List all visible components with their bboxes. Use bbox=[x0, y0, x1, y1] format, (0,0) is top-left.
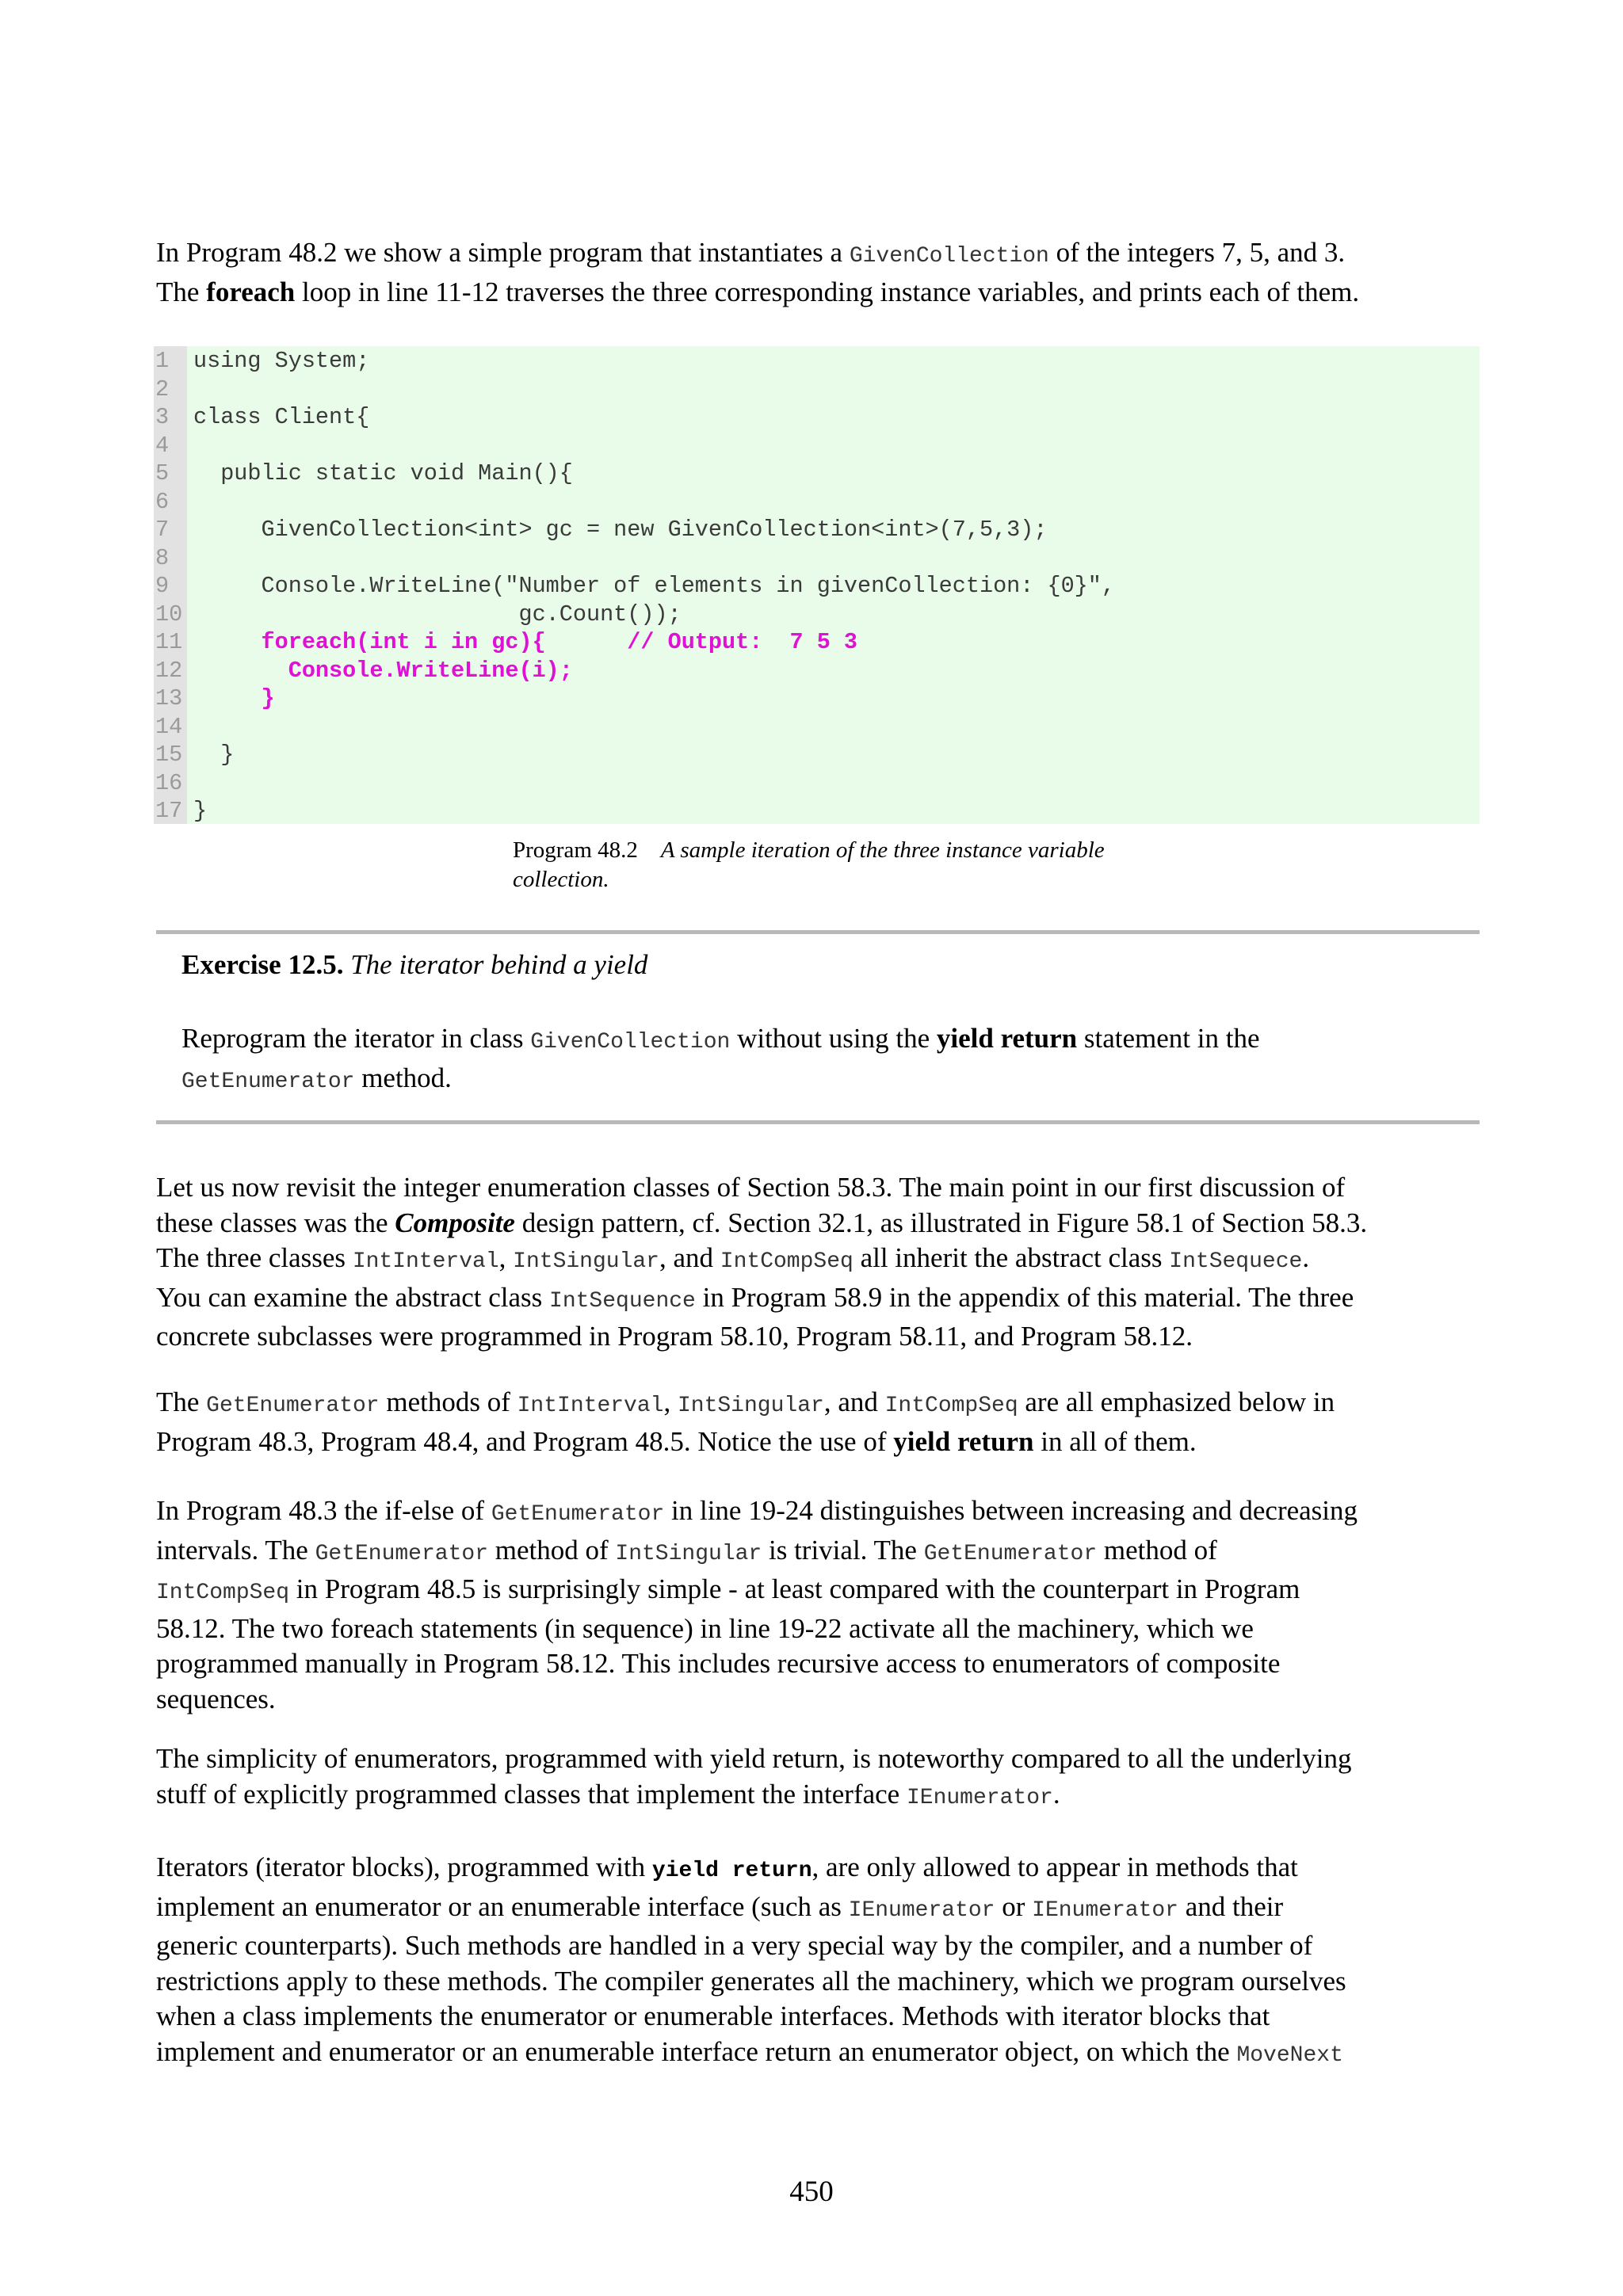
code-text: } bbox=[193, 798, 208, 824]
code-text: } bbox=[193, 742, 235, 768]
inline-code: IEnumerator bbox=[1032, 1897, 1178, 1923]
line-number: 5 bbox=[155, 460, 170, 486]
text-span: methods of bbox=[379, 1386, 517, 1417]
text-line bbox=[156, 2035, 1487, 2074]
code-text: GivenCollection<int> gc = new GivenCollection<int>(7,5,3); bbox=[193, 517, 1048, 543]
text-span: , and bbox=[659, 1242, 720, 1273]
intro-text: The bbox=[156, 276, 207, 307]
inline-code: IntCompSeq bbox=[720, 1249, 854, 1274]
code-line bbox=[154, 572, 1477, 601]
line-number: 17 bbox=[155, 798, 183, 824]
inline-code: IntCompSeq bbox=[156, 1581, 290, 1605]
code-text: Console.WriteLine("Number of elements in givenCollection: {0}", bbox=[193, 573, 1115, 599]
intro-text: loop in line 11-12 traverses the three corresponding instance variables, and prints each of them. bbox=[295, 276, 1360, 307]
line-number: 6 bbox=[155, 488, 170, 515]
code-line bbox=[154, 347, 1477, 376]
line-number: 1 bbox=[155, 348, 170, 374]
page-number: 450 bbox=[789, 2176, 834, 2208]
exercise-heading bbox=[181, 948, 1465, 983]
inline-code: GetEnumerator bbox=[206, 1394, 380, 1418]
inline-code: IntInterval bbox=[352, 1249, 499, 1274]
exercise-number: Exercise 12.5. bbox=[181, 949, 344, 980]
text-line bbox=[156, 1572, 1487, 1611]
code-line bbox=[154, 685, 1477, 713]
inline-code: IEnumerator bbox=[848, 1897, 995, 1923]
exercise-title: The iterator behind a yield bbox=[343, 949, 648, 980]
inline-code: IntCompSeq bbox=[884, 1394, 1018, 1418]
text-line: sequences. bbox=[156, 1683, 276, 1714]
inline-code: IntSequece bbox=[1169, 1249, 1303, 1274]
text-line bbox=[156, 1206, 1487, 1241]
inline-code: GetEnumerator bbox=[181, 1069, 355, 1094]
code-text: gc.Count()); bbox=[193, 601, 682, 627]
inline-code: MoveNext bbox=[1236, 2042, 1343, 2068]
exercise-line-2 bbox=[181, 1061, 1465, 1100]
inline-code: GetEnumerator bbox=[923, 1541, 1098, 1566]
text-span: is trivial. The bbox=[762, 1534, 924, 1566]
text-span: design pattern, cf. Section 32.1, as illustrated in Figure 58.1 of Section 58.3. bbox=[514, 1207, 1368, 1238]
highlighted-code: } bbox=[193, 685, 275, 711]
exercise-text: Reprogram the iterator in class bbox=[181, 1023, 531, 1054]
text-line bbox=[156, 1533, 1487, 1573]
inline-code: GetEnumerator bbox=[491, 1502, 665, 1527]
line-number: 9 bbox=[155, 573, 170, 599]
inline-code: IntSingular bbox=[513, 1249, 659, 1274]
program-caption bbox=[513, 836, 1226, 894]
line-number: 7 bbox=[155, 517, 170, 543]
bold-keyword: yield return bbox=[893, 1425, 1034, 1457]
exercise-text: statement in the bbox=[1077, 1023, 1260, 1054]
code-line bbox=[154, 713, 1477, 742]
line-number: 2 bbox=[155, 376, 170, 402]
code-line bbox=[154, 460, 1477, 488]
text-line: 58.12. The two foreach statements (in sequence) in line 19-22 activate all the machinery, which we bbox=[156, 1612, 1254, 1644]
text-span: method of bbox=[488, 1534, 616, 1566]
text-span: In Program 48.3 the if-else of bbox=[156, 1495, 491, 1526]
text-line bbox=[156, 1241, 1487, 1280]
caption-label: Program 48.2 bbox=[513, 837, 638, 863]
line-number: 11 bbox=[155, 629, 183, 655]
exercise-text: method. bbox=[354, 1062, 452, 1093]
code-text: class Client{ bbox=[193, 404, 370, 430]
text-span: and their bbox=[1178, 1890, 1284, 1922]
text-line: when a class implements the enumerator or enumerable interfaces. Methods with iterator blocks that bbox=[156, 2000, 1270, 2031]
text-span: method of bbox=[1097, 1534, 1217, 1566]
intro-text: of the integers 7, 5, and 3. bbox=[1048, 237, 1346, 268]
bold-italic-term: Composite bbox=[395, 1207, 515, 1238]
text-line bbox=[156, 1777, 1487, 1817]
inline-code: IntSingular bbox=[677, 1394, 824, 1418]
text-span: , are only allowed to appear in methods that bbox=[812, 1852, 1298, 1882]
text-span: in Program 48.5 is surprisingly simple - at least compared with the counterpart in Program bbox=[289, 1573, 1300, 1604]
text-line: restrictions apply to these methods. The compiler generates all the machinery, which we program ourselves bbox=[156, 1965, 1346, 1997]
inline-code: GetEnumerator bbox=[315, 1541, 488, 1566]
intro-paragraph bbox=[156, 235, 1487, 310]
code-line bbox=[154, 741, 1477, 769]
text-span: or bbox=[995, 1890, 1033, 1922]
line-number: 13 bbox=[155, 685, 183, 711]
intro-line-1 bbox=[156, 235, 1487, 275]
paragraph-composite bbox=[156, 1170, 1487, 1355]
text-span: You can examine the abstract class bbox=[156, 1281, 550, 1313]
text-span: stuff of explicitly programmed classes that implement the interface bbox=[156, 1778, 907, 1810]
text-span: . bbox=[1302, 1242, 1310, 1273]
text-span: implement and enumerator or an enumerable interface return an enumerator object, on which the bbox=[156, 2035, 1237, 2067]
code-line bbox=[154, 601, 1477, 629]
caption-text-continued: collection. bbox=[513, 867, 609, 892]
highlighted-code: foreach(int i in gc){ // Output: 7 5 3 bbox=[193, 629, 858, 655]
text-line bbox=[156, 1890, 1487, 1929]
code-line bbox=[154, 657, 1477, 685]
paragraph-ifelse bbox=[156, 1493, 1487, 1717]
caption-text: A sample iteration of the three instance variable bbox=[660, 837, 1105, 863]
text-line bbox=[156, 1280, 1487, 1320]
paragraph-getenumerator bbox=[156, 1385, 1487, 1459]
text-line: concrete subclasses were programmed in Program 58.10, Program 58.11, and Program 58.12. bbox=[156, 1321, 1193, 1352]
exercise-line-1 bbox=[181, 1021, 1465, 1061]
exercise-text: without using the bbox=[730, 1023, 937, 1054]
text-span: . bbox=[1052, 1778, 1060, 1810]
paragraph-simplicity bbox=[156, 1741, 1487, 1816]
text-span: all inherit the abstract class bbox=[853, 1242, 1170, 1273]
inline-code: IntSequence bbox=[549, 1288, 696, 1314]
text-span: in all of them. bbox=[1033, 1425, 1197, 1457]
line-number: 16 bbox=[155, 769, 183, 796]
text-line: generic counterparts). Such methods are handled in a very special way by the compiler, and a number of bbox=[156, 1930, 1313, 1961]
text-span: The bbox=[156, 1386, 207, 1417]
inline-code-bold: yield return bbox=[651, 1859, 812, 1883]
text-line: The simplicity of enumerators, programmed with yield return, is noteworthy compared to all the underlying bbox=[156, 1743, 1352, 1774]
text-line: programmed manually in Program 58.12. This includes recursive access to enumerators of composite bbox=[156, 1648, 1281, 1679]
exercise-body bbox=[181, 1021, 1465, 1100]
program-listing bbox=[154, 346, 1480, 824]
highlighted-code: Console.WriteLine(i); bbox=[193, 657, 573, 684]
code-line bbox=[154, 544, 1477, 573]
text-span: , bbox=[663, 1386, 678, 1417]
divider-bottom bbox=[156, 1120, 1480, 1124]
text-line bbox=[156, 1493, 1487, 1533]
text-span: these classes was the bbox=[156, 1207, 395, 1238]
code-line bbox=[154, 769, 1477, 798]
text-line bbox=[156, 1385, 1487, 1425]
divider-top bbox=[156, 930, 1480, 934]
inline-code: IEnumerator bbox=[906, 1785, 1053, 1810]
code-line bbox=[154, 432, 1477, 460]
text-span: , bbox=[498, 1242, 514, 1273]
text-span: , and bbox=[823, 1386, 885, 1417]
text-span: in line 19-24 distinguishes between increasing and decreasing bbox=[664, 1495, 1358, 1526]
intro-text: In Program 48.2 we show a simple program that instantiates a bbox=[156, 237, 850, 268]
text-span: intervals. The bbox=[156, 1534, 315, 1566]
line-number: 8 bbox=[155, 544, 170, 571]
text-span: in Program 58.9 in the appendix of this material. The three bbox=[695, 1281, 1354, 1313]
inline-code: IntSingular bbox=[615, 1541, 762, 1566]
bold-keyword: yield return bbox=[936, 1023, 1078, 1054]
line-number: 15 bbox=[155, 742, 183, 768]
text-span: Iterators (iterator blocks), programmed with bbox=[156, 1852, 652, 1882]
text-span: The three classes bbox=[156, 1242, 353, 1273]
bold-keyword: foreach bbox=[206, 276, 296, 307]
intro-line-2 bbox=[156, 275, 1487, 311]
code-text: public static void Main(){ bbox=[193, 460, 573, 486]
text-span: implement an enumerator or an enumerable interface (such as bbox=[156, 1890, 849, 1922]
code-line bbox=[154, 403, 1477, 432]
inline-code: GivenCollection bbox=[530, 1030, 731, 1055]
code-line bbox=[154, 376, 1477, 404]
line-number: 10 bbox=[155, 601, 183, 627]
line-number: 12 bbox=[155, 657, 183, 684]
text-line: Let us now revisit the integer enumeration classes of Section 58.3. The main point in our first discussion of bbox=[156, 1172, 1346, 1203]
code-line bbox=[154, 516, 1477, 544]
text-span: Program 48.3, Program 48.4, and Program 48.5. Notice the use of bbox=[156, 1425, 894, 1457]
code-line bbox=[154, 488, 1477, 517]
text-line bbox=[156, 1425, 1487, 1460]
line-number: 3 bbox=[155, 404, 170, 430]
code-line bbox=[154, 797, 1477, 826]
text-line bbox=[156, 1850, 1487, 1890]
inline-code: IntInterval bbox=[517, 1394, 664, 1418]
code-text: using System; bbox=[193, 348, 370, 374]
code-line bbox=[154, 628, 1477, 657]
line-number: 4 bbox=[155, 432, 170, 459]
paragraph-iterator-blocks bbox=[156, 1850, 1487, 2073]
text-span: are all emphasized below in bbox=[1018, 1386, 1335, 1417]
line-number: 14 bbox=[155, 713, 183, 740]
inline-code: GivenCollection bbox=[849, 244, 1049, 269]
